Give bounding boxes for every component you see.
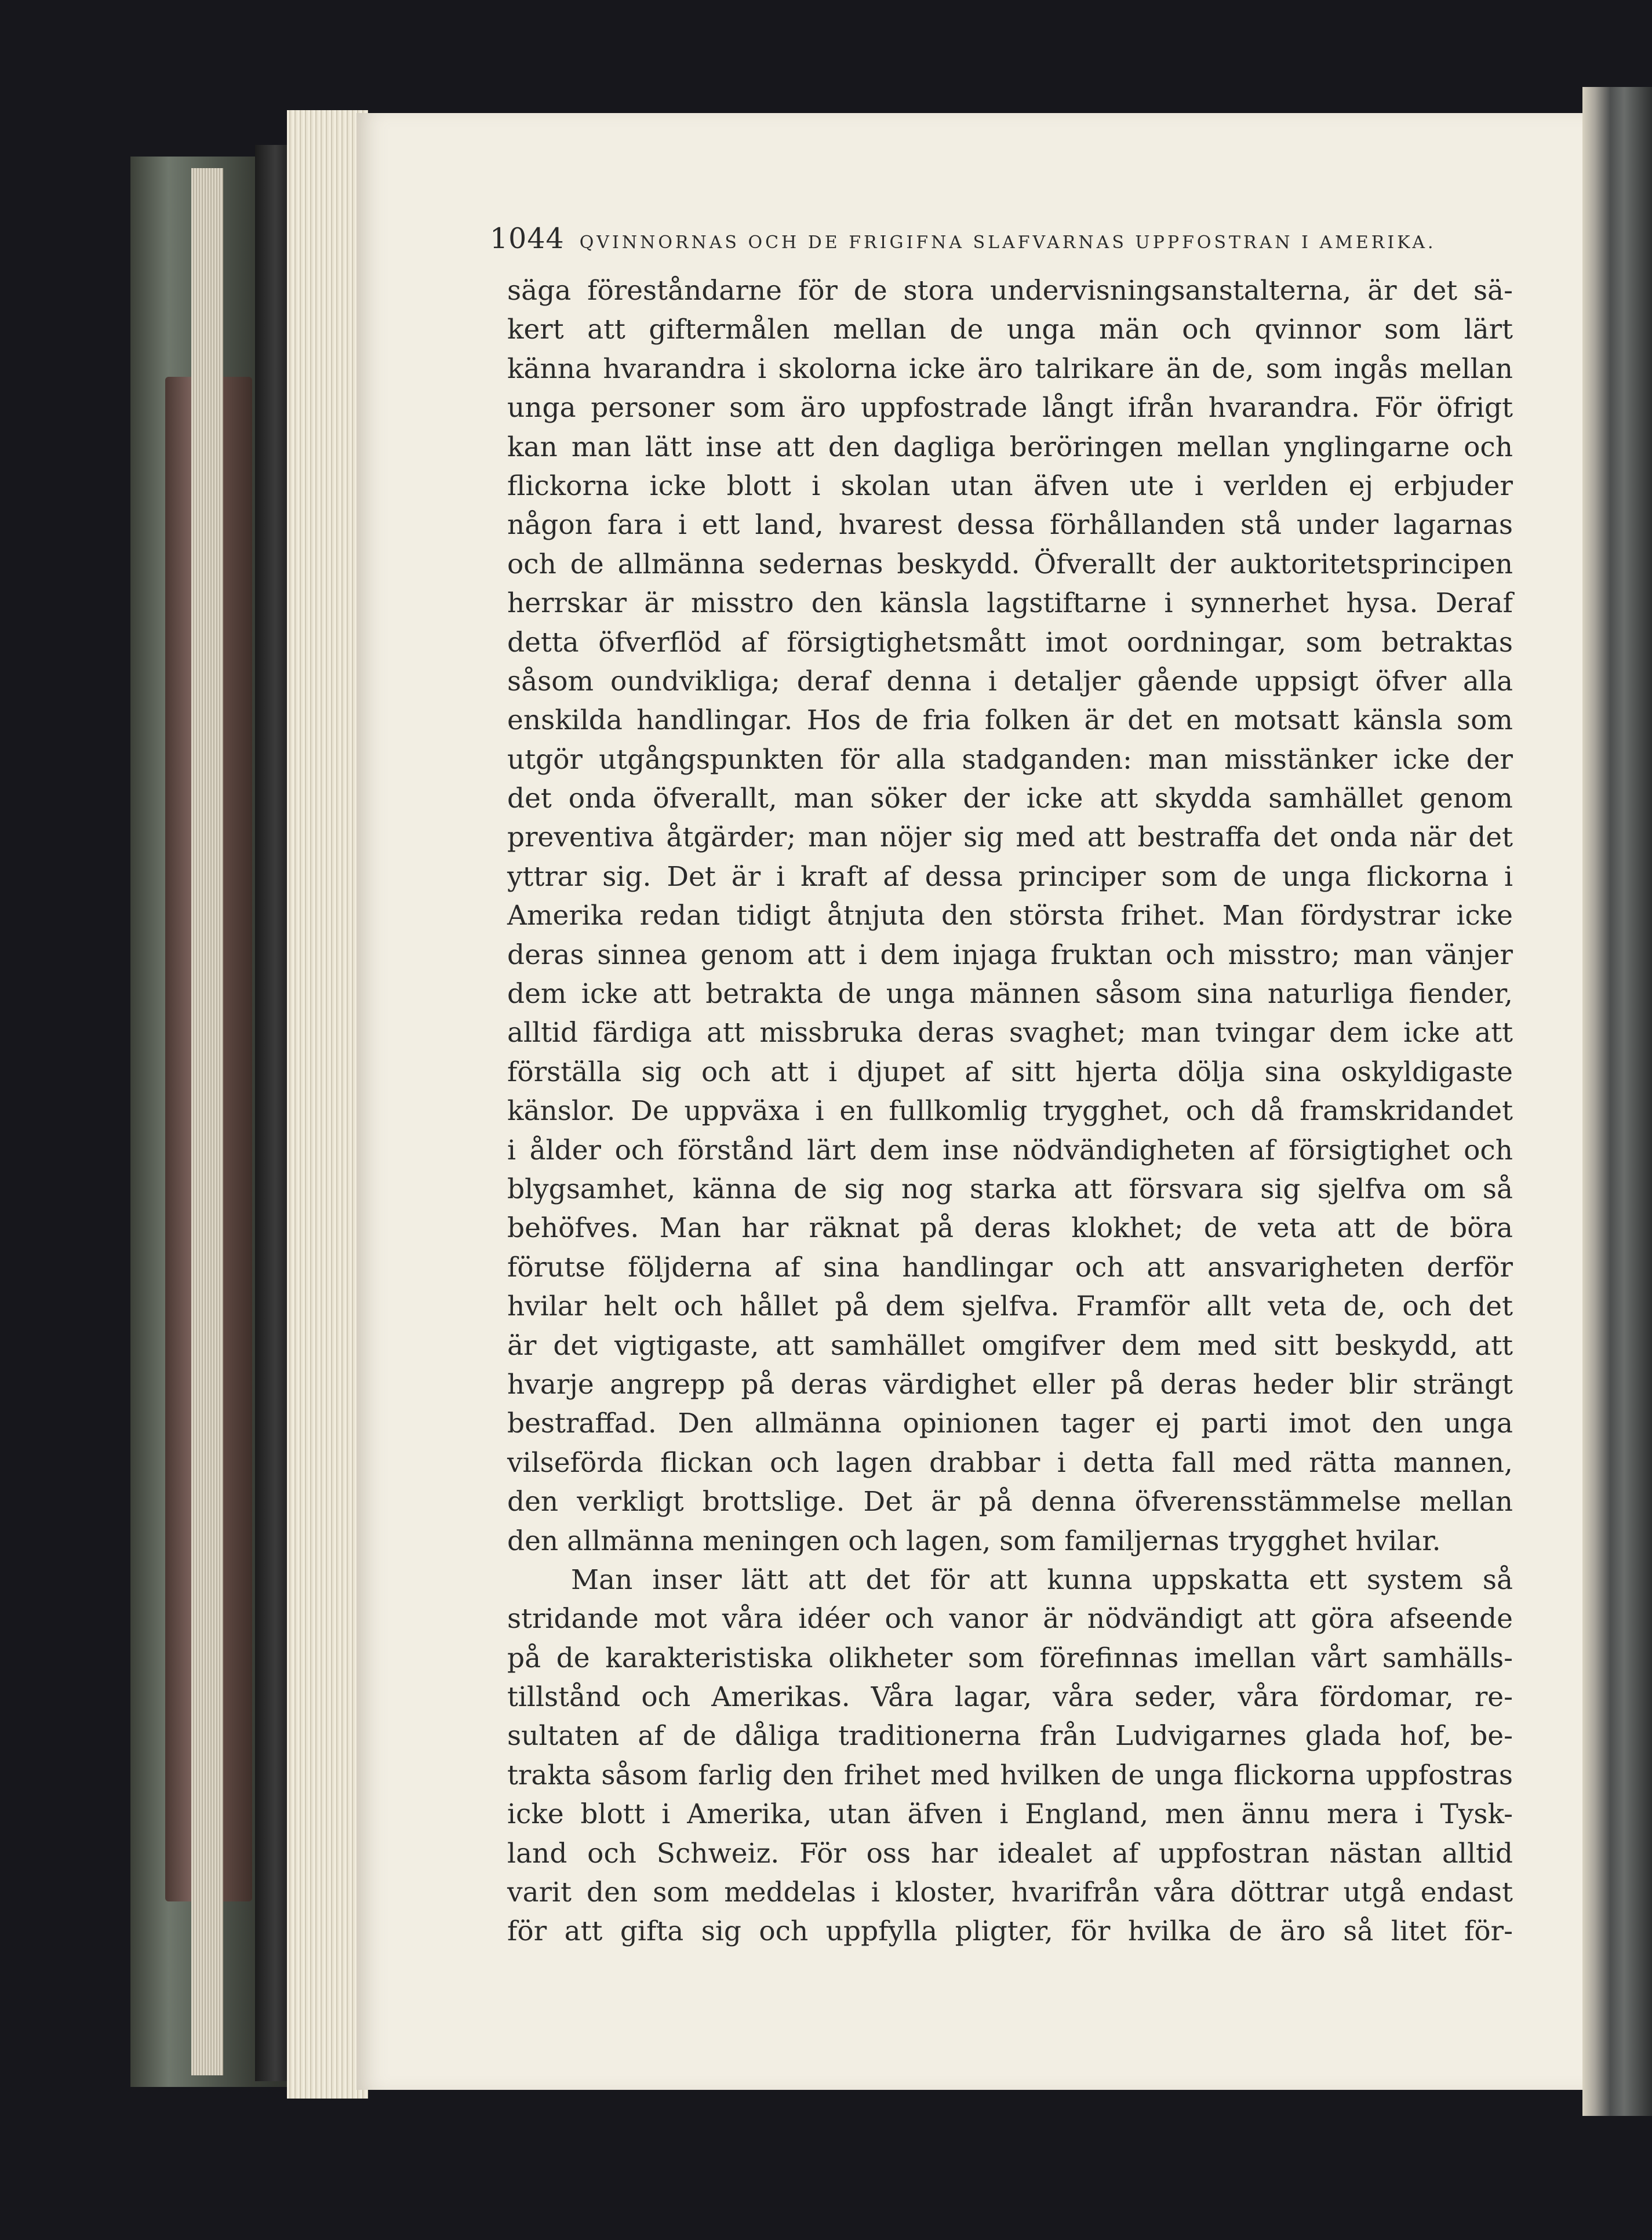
text-line: någon fara i ett land, hvarest dessa förhållanden stå under lagarnas bbox=[507, 509, 1513, 541]
text-line: utgör utgångspunkten för alla stadganden: man misstänker icke der bbox=[507, 743, 1513, 776]
text-line: herrskar är misstro den känsla lagstiftarne i synnerhet hysa. Deraf bbox=[507, 587, 1513, 620]
paragraph-end-line: den allmänna meningen och lagen, som familjernas trygghet hvilar. bbox=[507, 1525, 1441, 1557]
text-line: kan man lätt inse att den dagliga beröringen mellan ynglingarne och bbox=[507, 431, 1513, 463]
text-line: förutse följderna af sina handlingar och att ansvarigheten derför bbox=[507, 1251, 1513, 1283]
running-title: QVINNORNAS OCH DE FRIGIFNA SLAFVARNAS UPPFOSTRAN I AMERIKA. bbox=[579, 232, 1436, 253]
text-line: bestraffad. Den allmänna opinionen tager ej parti imot den unga bbox=[507, 1408, 1513, 1440]
text-line: enskilda handlingar. Hos de fria folken är det en motsatt känsla som bbox=[507, 704, 1513, 737]
text-line: behöfves. Man har räknat på deras klokhet; de veta att de böra bbox=[507, 1212, 1513, 1245]
text-line: säga föreståndarne för de stora undervisningsanstalterna, är det sä- bbox=[507, 275, 1513, 307]
text-line: preventiva åtgärder; man nöjer sig med att bestraffa det onda när det bbox=[507, 821, 1513, 854]
text-line: stridande mot våra idéer och vanor är nödvändigt att göra afseende bbox=[507, 1603, 1513, 1635]
text-line: känna hvarandra i skolorna icke äro talrikare än de, som ingås mellan bbox=[507, 352, 1513, 385]
text-line: Amerika redan tidigt åtnjuta den största frihet. Man fördystrar icke bbox=[507, 900, 1513, 932]
text-line: land och Schweiz. För oss har idealet af uppfostran nästan alltid bbox=[507, 1837, 1513, 1870]
spine-page-edges bbox=[191, 168, 223, 2075]
text-line: känslor. De uppväxa i en fullkomlig trygghet, och då framskridandet bbox=[507, 1095, 1513, 1128]
text-line: är det vigtigaste, att samhället omgifver dem med sitt beskydd, att bbox=[507, 1329, 1513, 1362]
text-line: unga personer som äro uppfostrade långt ifrån hvarandra. För öfrigt bbox=[507, 392, 1513, 424]
text-line: alltid färdiga att missbruka deras svaghet; man tvingar dem icke att bbox=[507, 1017, 1513, 1049]
text-line: förställa sig och att i djupet af sitt hjerta dölja sina oskyldigaste bbox=[507, 1056, 1513, 1088]
text-line: på de karakteristiska olikheter som förefinnas imellan vårt samhälls- bbox=[507, 1642, 1513, 1674]
text-line: det onda öfverallt, man söker der icke att skydda samhället genom bbox=[507, 783, 1513, 815]
paragraph-start-line: Man inser lätt att det för att kunna uppskatta ett system så bbox=[571, 1563, 1513, 1596]
body-text bbox=[507, 271, 1513, 1951]
text-line: detta öfverflöd af försigtighetsmått imot oordningar, som betraktas bbox=[507, 626, 1513, 659]
text-line: hvarje angrepp på deras värdighet eller på deras heder blir strängt bbox=[507, 1368, 1513, 1401]
text-line: såsom oundvikliga; deraf denna i detaljer gående uppsigt öfver alla bbox=[507, 665, 1513, 697]
text-line: trakta såsom farlig den frihet med hvilken de unga flickorna uppfostras bbox=[507, 1759, 1513, 1791]
text-line: kert att giftermålen mellan de unga män och qvinnor som lärt bbox=[507, 314, 1513, 346]
page-block-edges bbox=[287, 110, 368, 2099]
text-line: deras sinnea genom att i dem injaga fruktan och misstro; man vänjer bbox=[507, 939, 1513, 971]
text-line: vilseförda flickan och lagen drabbar i detta fall med rätta mannen, bbox=[507, 1446, 1513, 1479]
text-line: yttrar sig. Det är i kraft af dessa principer som de unga flickorna i bbox=[507, 860, 1513, 893]
facing-page-binding bbox=[1582, 87, 1652, 2116]
text-line: blygsamhet, känna de sig nog starka att försvara sig sjelfva om så bbox=[507, 1173, 1513, 1205]
page-number: 1044 bbox=[490, 222, 565, 255]
text-line: icke blott i Amerika, utan äfven i England, men ännu mera i Tysk- bbox=[507, 1798, 1513, 1831]
text-line: tillstånd och Amerikas. Våra lagar, våra seder, våra fördomar, re- bbox=[507, 1681, 1513, 1714]
text-line: dem icke att betrakta de unga männen såsom sina naturliga fiender, bbox=[507, 978, 1513, 1010]
text-line: flickorna icke blott i skolan utan äfven ute i verlden ej erbjuder bbox=[507, 470, 1513, 502]
running-head bbox=[490, 222, 1545, 263]
text-line: och de allmänna sedernas beskydd. Öfverallt der auktoritetsprincipen bbox=[507, 548, 1513, 580]
text-line: i ålder och förstånd lärt dem inse nödvändigheten af försigtighet och bbox=[507, 1134, 1513, 1166]
text-line: varit den som meddelas i kloster, hvarifrån våra döttrar utgå endast bbox=[507, 1877, 1513, 1909]
text-line: sultaten af de dåliga traditionerna från Ludvigarnes glada hof, be- bbox=[507, 1720, 1513, 1752]
text-line: för att gifta sig och uppfylla pligter, för hvilka de äro så litet för- bbox=[507, 1915, 1513, 1948]
text-line: den verkligt brottslige. Det är på denna öfverensstämmelse mellan bbox=[507, 1486, 1513, 1518]
text-line: hvilar helt och hållet på dem sjelfva. Framför allt veta de, och det bbox=[507, 1290, 1513, 1323]
